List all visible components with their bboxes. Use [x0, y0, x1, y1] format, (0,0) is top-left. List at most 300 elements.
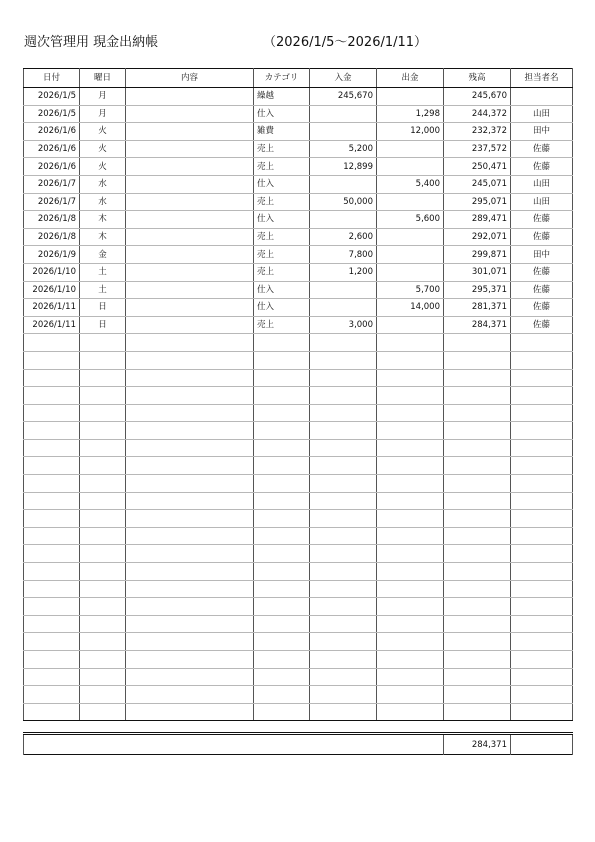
- cell-staff: [511, 633, 573, 651]
- cell-staff: [511, 457, 573, 475]
- table-row: [24, 263, 573, 281]
- cell-description: [126, 633, 254, 651]
- table-header-row: [24, 69, 573, 88]
- cell-category: 売上: [254, 193, 310, 211]
- cell-description: [126, 88, 254, 106]
- cell-balance: 289,471: [444, 211, 511, 229]
- cell-balance: [444, 563, 511, 581]
- cell-expense: [377, 598, 444, 616]
- cell-date: [24, 580, 80, 598]
- cell-income: [310, 686, 377, 704]
- cell-category: 繰越: [254, 88, 310, 106]
- cell-staff: 山田: [511, 175, 573, 193]
- table-row: [24, 175, 573, 193]
- cell-weekday: [80, 668, 126, 686]
- cell-description: [126, 263, 254, 281]
- cell-balance: 232,372: [444, 123, 511, 141]
- col-header-date: 日付: [24, 69, 80, 88]
- cell-staff: 佐藤: [511, 316, 573, 334]
- table-row: [24, 105, 573, 123]
- cell-date: [24, 475, 80, 493]
- cell-income: [310, 334, 377, 352]
- cell-expense: [377, 651, 444, 669]
- cell-income: [310, 475, 377, 493]
- cell-income: [310, 563, 377, 581]
- cell-balance: [444, 492, 511, 510]
- cell-balance: [444, 439, 511, 457]
- cell-weekday: 土: [80, 281, 126, 299]
- cell-description: [126, 703, 254, 721]
- cell-weekday: [80, 703, 126, 721]
- cell-weekday: [80, 563, 126, 581]
- cell-category: 仕入: [254, 211, 310, 229]
- cell-weekday: 月: [80, 105, 126, 123]
- cell-expense: [377, 351, 444, 369]
- cell-date: [24, 703, 80, 721]
- cell-balance: [444, 598, 511, 616]
- cell-category: [254, 598, 310, 616]
- blank-row: [24, 686, 573, 704]
- cell-date: 2026/1/6: [24, 123, 80, 141]
- cell-balance: [444, 369, 511, 387]
- cell-weekday: 木: [80, 228, 126, 246]
- blank-row: [24, 457, 573, 475]
- cell-staff: [511, 404, 573, 422]
- cell-balance: [444, 668, 511, 686]
- cell-expense: [377, 140, 444, 158]
- cell-expense: [377, 615, 444, 633]
- cell-description: [126, 351, 254, 369]
- cell-weekday: [80, 545, 126, 563]
- cell-income: [310, 404, 377, 422]
- cell-category: [254, 651, 310, 669]
- table-row: [24, 281, 573, 299]
- cell-date: [24, 334, 80, 352]
- cell-income: 3,000: [310, 316, 377, 334]
- cell-staff: 田中: [511, 246, 573, 264]
- blank-row: [24, 404, 573, 422]
- total-row-table: [23, 732, 573, 755]
- cell-weekday: 水: [80, 193, 126, 211]
- cell-description: [126, 439, 254, 457]
- cell-staff: [511, 545, 573, 563]
- cell-description: [126, 140, 254, 158]
- cell-date: [24, 615, 80, 633]
- cell-income: [310, 598, 377, 616]
- cell-balance: [444, 351, 511, 369]
- cell-category: 仕入: [254, 299, 310, 317]
- cell-expense: [377, 457, 444, 475]
- cell-expense: [377, 158, 444, 176]
- cell-income: 50,000: [310, 193, 377, 211]
- cell-category: 売上: [254, 158, 310, 176]
- cell-expense: [377, 228, 444, 246]
- blank-row: [24, 668, 573, 686]
- col-header-balance: 残高: [444, 69, 511, 88]
- cell-date: [24, 387, 80, 405]
- cell-balance: [444, 404, 511, 422]
- cell-balance: [444, 510, 511, 528]
- cell-weekday: [80, 475, 126, 493]
- cell-weekday: [80, 615, 126, 633]
- cell-category: [254, 668, 310, 686]
- cell-date: [24, 457, 80, 475]
- cell-staff: 佐藤: [511, 281, 573, 299]
- cash-ledger-table: [23, 68, 573, 721]
- cell-date: [24, 527, 80, 545]
- cell-weekday: 火: [80, 140, 126, 158]
- cell-date: 2026/1/11: [24, 316, 80, 334]
- cell-expense: [377, 334, 444, 352]
- blank-row: [24, 492, 573, 510]
- cell-staff: [511, 475, 573, 493]
- cell-date: [24, 686, 80, 704]
- cell-weekday: 金: [80, 246, 126, 264]
- cell-category: [254, 439, 310, 457]
- cell-date: 2026/1/6: [24, 140, 80, 158]
- table-row: [24, 211, 573, 229]
- cell-income: [310, 105, 377, 123]
- cell-staff: 佐藤: [511, 228, 573, 246]
- cell-staff: 佐藤: [511, 140, 573, 158]
- blank-row: [24, 334, 573, 352]
- cell-income: [310, 123, 377, 141]
- cell-expense: 14,000: [377, 299, 444, 317]
- cell-description: [126, 475, 254, 493]
- cell-balance: [444, 527, 511, 545]
- cell-weekday: 日: [80, 316, 126, 334]
- cell-description: [126, 193, 254, 211]
- cell-balance: 299,871: [444, 246, 511, 264]
- cell-income: [310, 527, 377, 545]
- cell-weekday: [80, 580, 126, 598]
- cell-staff: [511, 563, 573, 581]
- cell-income: [310, 175, 377, 193]
- cell-date: [24, 598, 80, 616]
- cell-income: 2,600: [310, 228, 377, 246]
- cell-staff: [511, 651, 573, 669]
- cell-date: 2026/1/8: [24, 228, 80, 246]
- cell-income: [310, 351, 377, 369]
- col-header-staff: 担当者名: [511, 69, 573, 88]
- cell-expense: [377, 193, 444, 211]
- cell-expense: [377, 439, 444, 457]
- blank-row: [24, 633, 573, 651]
- cell-expense: [377, 422, 444, 440]
- cell-balance: [444, 651, 511, 669]
- cell-description: [126, 598, 254, 616]
- cell-weekday: [80, 351, 126, 369]
- cell-category: 売上: [254, 316, 310, 334]
- total-staff: [511, 734, 573, 755]
- blank-row: [24, 527, 573, 545]
- cell-category: [254, 703, 310, 721]
- cell-category: [254, 580, 310, 598]
- cell-staff: [511, 598, 573, 616]
- cell-description: [126, 158, 254, 176]
- cell-date: 2026/1/8: [24, 211, 80, 229]
- cell-description: [126, 563, 254, 581]
- cell-category: 雑費: [254, 123, 310, 141]
- cell-staff: 佐藤: [511, 211, 573, 229]
- total-label: [24, 734, 444, 755]
- cell-expense: [377, 246, 444, 264]
- table-row: [24, 88, 573, 106]
- cell-description: [126, 246, 254, 264]
- cell-category: [254, 457, 310, 475]
- cell-category: [254, 527, 310, 545]
- cell-balance: 237,572: [444, 140, 511, 158]
- cell-category: [254, 615, 310, 633]
- cell-balance: 295,371: [444, 281, 511, 299]
- cell-expense: [377, 668, 444, 686]
- cell-date: 2026/1/10: [24, 281, 80, 299]
- page-title: 週次管理用 現金出納帳: [24, 35, 159, 50]
- cell-balance: 284,371: [444, 316, 511, 334]
- cell-staff: [511, 439, 573, 457]
- cell-expense: [377, 404, 444, 422]
- cell-income: [310, 299, 377, 317]
- cell-income: [310, 615, 377, 633]
- cell-expense: [377, 686, 444, 704]
- cell-expense: [377, 510, 444, 528]
- table-row: [24, 123, 573, 141]
- cell-date: [24, 563, 80, 581]
- cell-date: [24, 492, 80, 510]
- cell-staff: [511, 703, 573, 721]
- cell-category: 売上: [254, 263, 310, 281]
- cell-category: [254, 475, 310, 493]
- cell-expense: [377, 580, 444, 598]
- cell-income: [310, 545, 377, 563]
- ledger-body: [24, 88, 573, 721]
- cell-income: 7,800: [310, 246, 377, 264]
- table-row: [24, 228, 573, 246]
- cell-balance: [444, 475, 511, 493]
- cell-category: 仕入: [254, 105, 310, 123]
- table-row: [24, 316, 573, 334]
- cell-weekday: [80, 439, 126, 457]
- cell-description: [126, 527, 254, 545]
- cell-expense: 5,400: [377, 175, 444, 193]
- cell-balance: 292,071: [444, 228, 511, 246]
- cell-weekday: [80, 633, 126, 651]
- cell-date: [24, 668, 80, 686]
- table-row: [24, 299, 573, 317]
- cell-weekday: [80, 369, 126, 387]
- cell-weekday: 日: [80, 299, 126, 317]
- cell-category: [254, 563, 310, 581]
- cell-description: [126, 457, 254, 475]
- cell-category: [254, 686, 310, 704]
- cell-income: [310, 580, 377, 598]
- cell-description: [126, 422, 254, 440]
- col-header-category: カテゴリ: [254, 69, 310, 88]
- cell-staff: [511, 387, 573, 405]
- cell-date: [24, 422, 80, 440]
- cell-description: [126, 492, 254, 510]
- cell-staff: [511, 369, 573, 387]
- cell-category: [254, 334, 310, 352]
- cell-balance: 295,071: [444, 193, 511, 211]
- cell-description: [126, 580, 254, 598]
- cell-balance: 245,670: [444, 88, 511, 106]
- blank-row: [24, 563, 573, 581]
- cell-description: [126, 545, 254, 563]
- cell-category: 売上: [254, 246, 310, 264]
- cell-description: [126, 105, 254, 123]
- cell-date: 2026/1/7: [24, 193, 80, 211]
- blank-row: [24, 510, 573, 528]
- cell-expense: [377, 633, 444, 651]
- blank-row: [24, 475, 573, 493]
- cell-description: [126, 334, 254, 352]
- cell-weekday: [80, 387, 126, 405]
- blank-row: [24, 422, 573, 440]
- cell-expense: [377, 387, 444, 405]
- cell-balance: 250,471: [444, 158, 511, 176]
- cell-weekday: 火: [80, 158, 126, 176]
- cell-income: [310, 387, 377, 405]
- cell-category: [254, 633, 310, 651]
- cell-date: [24, 510, 80, 528]
- cell-expense: [377, 316, 444, 334]
- cell-staff: 佐藤: [511, 299, 573, 317]
- cell-income: [310, 668, 377, 686]
- col-header-weekday: 曜日: [80, 69, 126, 88]
- cell-staff: [511, 422, 573, 440]
- cell-income: [310, 510, 377, 528]
- cell-description: [126, 651, 254, 669]
- cell-staff: [511, 510, 573, 528]
- cell-expense: [377, 563, 444, 581]
- cell-weekday: [80, 598, 126, 616]
- table-row: [24, 193, 573, 211]
- cell-expense: [377, 263, 444, 281]
- cell-staff: [511, 527, 573, 545]
- cell-staff: [511, 668, 573, 686]
- cell-expense: 12,000: [377, 123, 444, 141]
- cell-date: [24, 651, 80, 669]
- cell-description: [126, 686, 254, 704]
- cell-income: [310, 422, 377, 440]
- cell-expense: 5,700: [377, 281, 444, 299]
- cell-description: [126, 387, 254, 405]
- cell-description: [126, 369, 254, 387]
- total-balance: 284,371: [444, 734, 511, 755]
- cell-date: [24, 545, 80, 563]
- cell-weekday: 水: [80, 175, 126, 193]
- cell-weekday: [80, 334, 126, 352]
- cell-balance: [444, 387, 511, 405]
- cell-date: [24, 633, 80, 651]
- period-range: （2026/1/5～2026/1/11）: [263, 35, 428, 50]
- cell-income: 1,200: [310, 263, 377, 281]
- cell-weekday: [80, 457, 126, 475]
- cell-balance: 244,372: [444, 105, 511, 123]
- blank-row: [24, 651, 573, 669]
- cell-description: [126, 404, 254, 422]
- cell-expense: [377, 703, 444, 721]
- cell-balance: 301,071: [444, 263, 511, 281]
- cell-staff: [511, 88, 573, 106]
- cell-expense: [377, 492, 444, 510]
- cell-expense: [377, 88, 444, 106]
- col-header-description: 内容: [126, 69, 254, 88]
- cell-description: [126, 211, 254, 229]
- cell-category: [254, 387, 310, 405]
- cell-expense: 5,600: [377, 211, 444, 229]
- total-row: [24, 734, 573, 755]
- blank-row: [24, 439, 573, 457]
- cell-income: 5,200: [310, 140, 377, 158]
- cell-weekday: 土: [80, 263, 126, 281]
- table-row: [24, 140, 573, 158]
- cell-staff: [511, 492, 573, 510]
- cell-staff: 山田: [511, 105, 573, 123]
- cell-balance: [444, 334, 511, 352]
- cell-income: 245,670: [310, 88, 377, 106]
- cell-staff: 山田: [511, 193, 573, 211]
- cell-description: [126, 316, 254, 334]
- cell-balance: 281,371: [444, 299, 511, 317]
- cell-category: 売上: [254, 228, 310, 246]
- cell-staff: [511, 686, 573, 704]
- cell-description: [126, 175, 254, 193]
- blank-row: [24, 369, 573, 387]
- cell-date: 2026/1/5: [24, 105, 80, 123]
- cell-expense: [377, 369, 444, 387]
- cell-income: [310, 492, 377, 510]
- cell-income: [310, 703, 377, 721]
- blank-row: [24, 351, 573, 369]
- blank-row: [24, 703, 573, 721]
- cell-description: [126, 228, 254, 246]
- cell-weekday: [80, 492, 126, 510]
- cell-income: [310, 457, 377, 475]
- cell-date: 2026/1/10: [24, 263, 80, 281]
- cell-category: 仕入: [254, 175, 310, 193]
- cell-balance: [444, 703, 511, 721]
- cell-date: [24, 351, 80, 369]
- cell-category: [254, 404, 310, 422]
- cell-income: [310, 281, 377, 299]
- cell-balance: [444, 580, 511, 598]
- cell-staff: [511, 615, 573, 633]
- cell-balance: [444, 633, 511, 651]
- cell-description: [126, 510, 254, 528]
- cell-staff: [511, 334, 573, 352]
- cell-weekday: [80, 686, 126, 704]
- cell-balance: 245,071: [444, 175, 511, 193]
- cell-category: [254, 545, 310, 563]
- cell-description: [126, 281, 254, 299]
- cell-expense: [377, 545, 444, 563]
- cell-weekday: [80, 422, 126, 440]
- cell-date: [24, 369, 80, 387]
- cell-expense: [377, 475, 444, 493]
- cell-category: [254, 422, 310, 440]
- cell-description: [126, 668, 254, 686]
- cell-description: [126, 615, 254, 633]
- col-header-expense: 出金: [377, 69, 444, 88]
- blank-row: [24, 580, 573, 598]
- cell-date: 2026/1/7: [24, 175, 80, 193]
- cell-income: [310, 369, 377, 387]
- blank-row: [24, 387, 573, 405]
- cell-date: 2026/1/5: [24, 88, 80, 106]
- cell-category: 仕入: [254, 281, 310, 299]
